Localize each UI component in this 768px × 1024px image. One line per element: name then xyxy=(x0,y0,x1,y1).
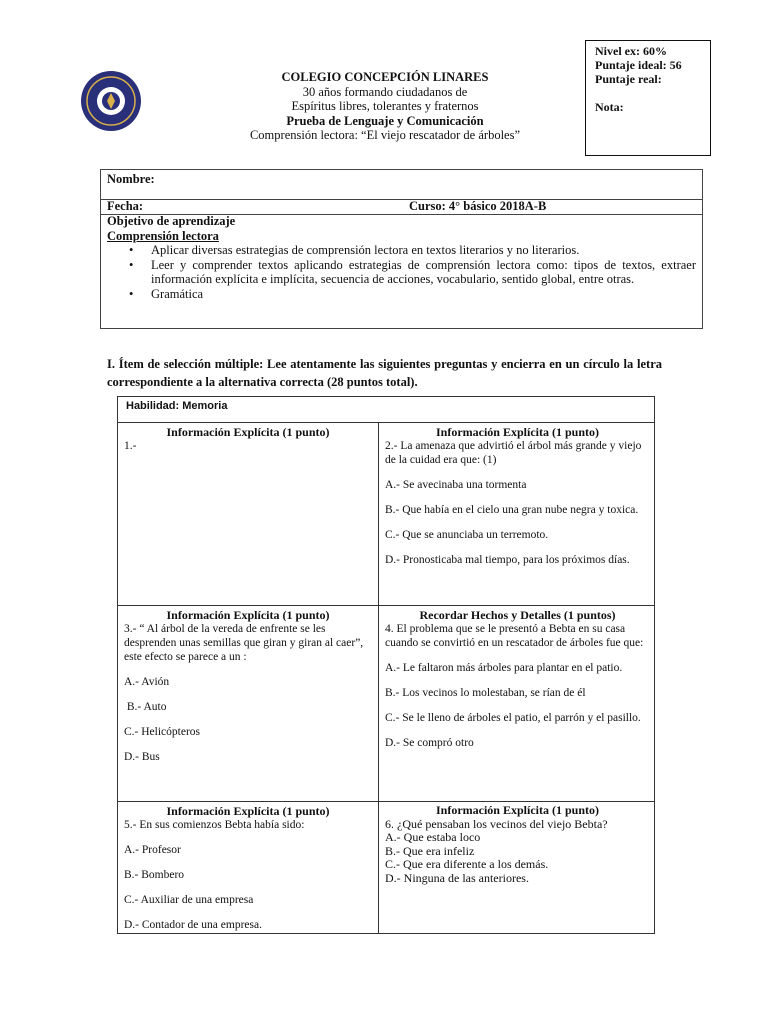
q6-option-c[interactable]: C.- Que era diferente a los demás. xyxy=(385,857,549,871)
q3-option-d[interactable]: D.- Bus xyxy=(124,751,160,763)
q5-option-c[interactable]: C.- Auxiliar de una empresa xyxy=(124,894,254,906)
student-info-box xyxy=(100,169,703,329)
reading-title: Comprensión lectora: “El viejo rescatador de árboles” xyxy=(249,128,521,142)
q5-option-d[interactable]: D.- Contador de una empresa. xyxy=(124,919,262,931)
school-logo xyxy=(80,70,142,132)
q2-option-c[interactable]: C.- Que se anunciaba un terremoto. xyxy=(385,529,549,541)
q1-text: 1.- xyxy=(124,440,137,452)
q2-option-a[interactable]: A.- Se avecinaba una tormenta xyxy=(385,479,527,491)
curso-label: Curso: 4° básico 2018A-B xyxy=(409,199,547,213)
q2-option-b[interactable]: B.- Que había en el cielo una gran nube negra y toxica. xyxy=(385,504,639,516)
q4-option-b[interactable]: B.- Los vecinos lo molestaban, se rían de él xyxy=(385,687,586,699)
q6-text: 6. ¿Qué pensaban los vecinos del viejo Bebta? xyxy=(385,816,608,831)
puntaje-ideal: Puntaje ideal: 56 xyxy=(595,58,682,72)
q3-option-a[interactable]: A.- Avión xyxy=(124,676,170,688)
school-name: COLEGIO CONCEPCIÓN LINARES xyxy=(281,70,489,84)
nombre-label: Nombre: xyxy=(107,172,155,186)
objectives xyxy=(107,214,696,301)
q6-option-b[interactable]: B.- Que era infeliz xyxy=(385,843,475,858)
puntaje-real: Puntaje real: xyxy=(595,72,662,86)
question-4-cell xyxy=(379,606,656,801)
q6-option-d[interactable]: D.- Ninguna de las anteriores. xyxy=(385,870,529,885)
q1-title: Información Explícita (1 punto) xyxy=(166,425,330,439)
fecha-label: Fecha: xyxy=(107,199,144,213)
questions-table xyxy=(117,396,655,934)
q6-option-a[interactable]: A.- Que estaba loco xyxy=(385,830,481,844)
objetivo-heading: Objetivo de aprendizaje xyxy=(107,214,236,228)
score-box xyxy=(585,40,711,156)
objective-item: • Aplicar diversas estrategias de comprensión lectora en textos literarios y no literarios. xyxy=(151,243,696,258)
fecha-row xyxy=(101,199,702,215)
q5-title: Información Explícita (1 punto) xyxy=(166,804,330,818)
q3-title: Información Explícita (1 punto) xyxy=(166,608,330,622)
question-5-cell xyxy=(118,802,378,935)
q2-option-d[interactable]: D.- Pronosticaba mal tiempo, para los próximos días. xyxy=(385,554,630,566)
q4-option-a[interactable]: A.- Le faltaron más árboles para plantar en el patio. xyxy=(385,662,623,674)
question-2-cell xyxy=(379,423,656,605)
q4-title: Recordar Hechos y Detalles (1 puntos) xyxy=(419,608,616,622)
question-3-cell xyxy=(118,606,378,801)
comprension-heading: Comprensión lectora xyxy=(107,228,219,243)
q3-option-b[interactable]: B.- Auto xyxy=(124,701,167,713)
q4-option-d[interactable]: D.- Se compró otro xyxy=(385,737,474,749)
objective-item: • Gramática xyxy=(151,287,696,302)
q2-title: Información Explícita (1 punto) xyxy=(435,425,599,439)
q5-option-b[interactable]: B.- Bombero xyxy=(124,869,185,881)
q2-text: 2.- La amenaza que advirtió el árbol más grande y viejo de la cuidad era que: (1) xyxy=(385,440,642,466)
section-title: I. Ítem de selección múltiple: Lee atentamente las siguientes preguntas y encierra en un círculo la letra correspondiente a la alternativa correcta (28 puntos total). xyxy=(107,357,662,389)
q6-title: Información Explícita (1 punto) xyxy=(435,803,599,817)
q4-text: 4. El problema que se le presentó a Bebta en su casa cuando se convirtió en un rescatador de árboles fue que: xyxy=(385,623,644,649)
objectives-list xyxy=(107,243,696,301)
question-6-cell xyxy=(379,802,656,935)
document-header xyxy=(200,70,570,143)
test-title: Prueba de Lenguaje y Comunicación xyxy=(286,113,484,128)
nombre-row xyxy=(101,170,702,200)
question-1-cell xyxy=(118,423,378,605)
objective-item: • Leer y comprender textos aplicando estrategias de comprensión lectora como: tipos de textos, extraer información explícita e implícita, secuencia de acciones, vocabulario, sentido global, entre otras. xyxy=(151,258,696,287)
school-subtitle-1: 30 años formando ciudadanos de xyxy=(302,84,468,99)
habilidad-label: Habilidad: Memoria xyxy=(118,397,654,423)
q3-option-c[interactable]: C.- Helicópteros xyxy=(124,726,201,738)
q4-option-c[interactable]: C.- Se le lleno de árboles el patio, el parrón y el pasillo. xyxy=(385,712,641,724)
nivel-exigencia: Nivel ex: 60% xyxy=(595,44,667,58)
nota: Nota: xyxy=(595,100,624,114)
q3-text: 3.- “ Al árbol de la vereda de enfrente se les desprenden unas semillas que giran y giran al caer”, este efecto se parece a un : xyxy=(124,623,364,663)
q5-text: 5.- En sus comienzos Bebta había sido: xyxy=(124,819,305,831)
school-subtitle-2: Espíritus libres, tolerantes y fraternos xyxy=(291,99,479,113)
q5-option-a[interactable]: A.- Profesor xyxy=(124,844,181,856)
